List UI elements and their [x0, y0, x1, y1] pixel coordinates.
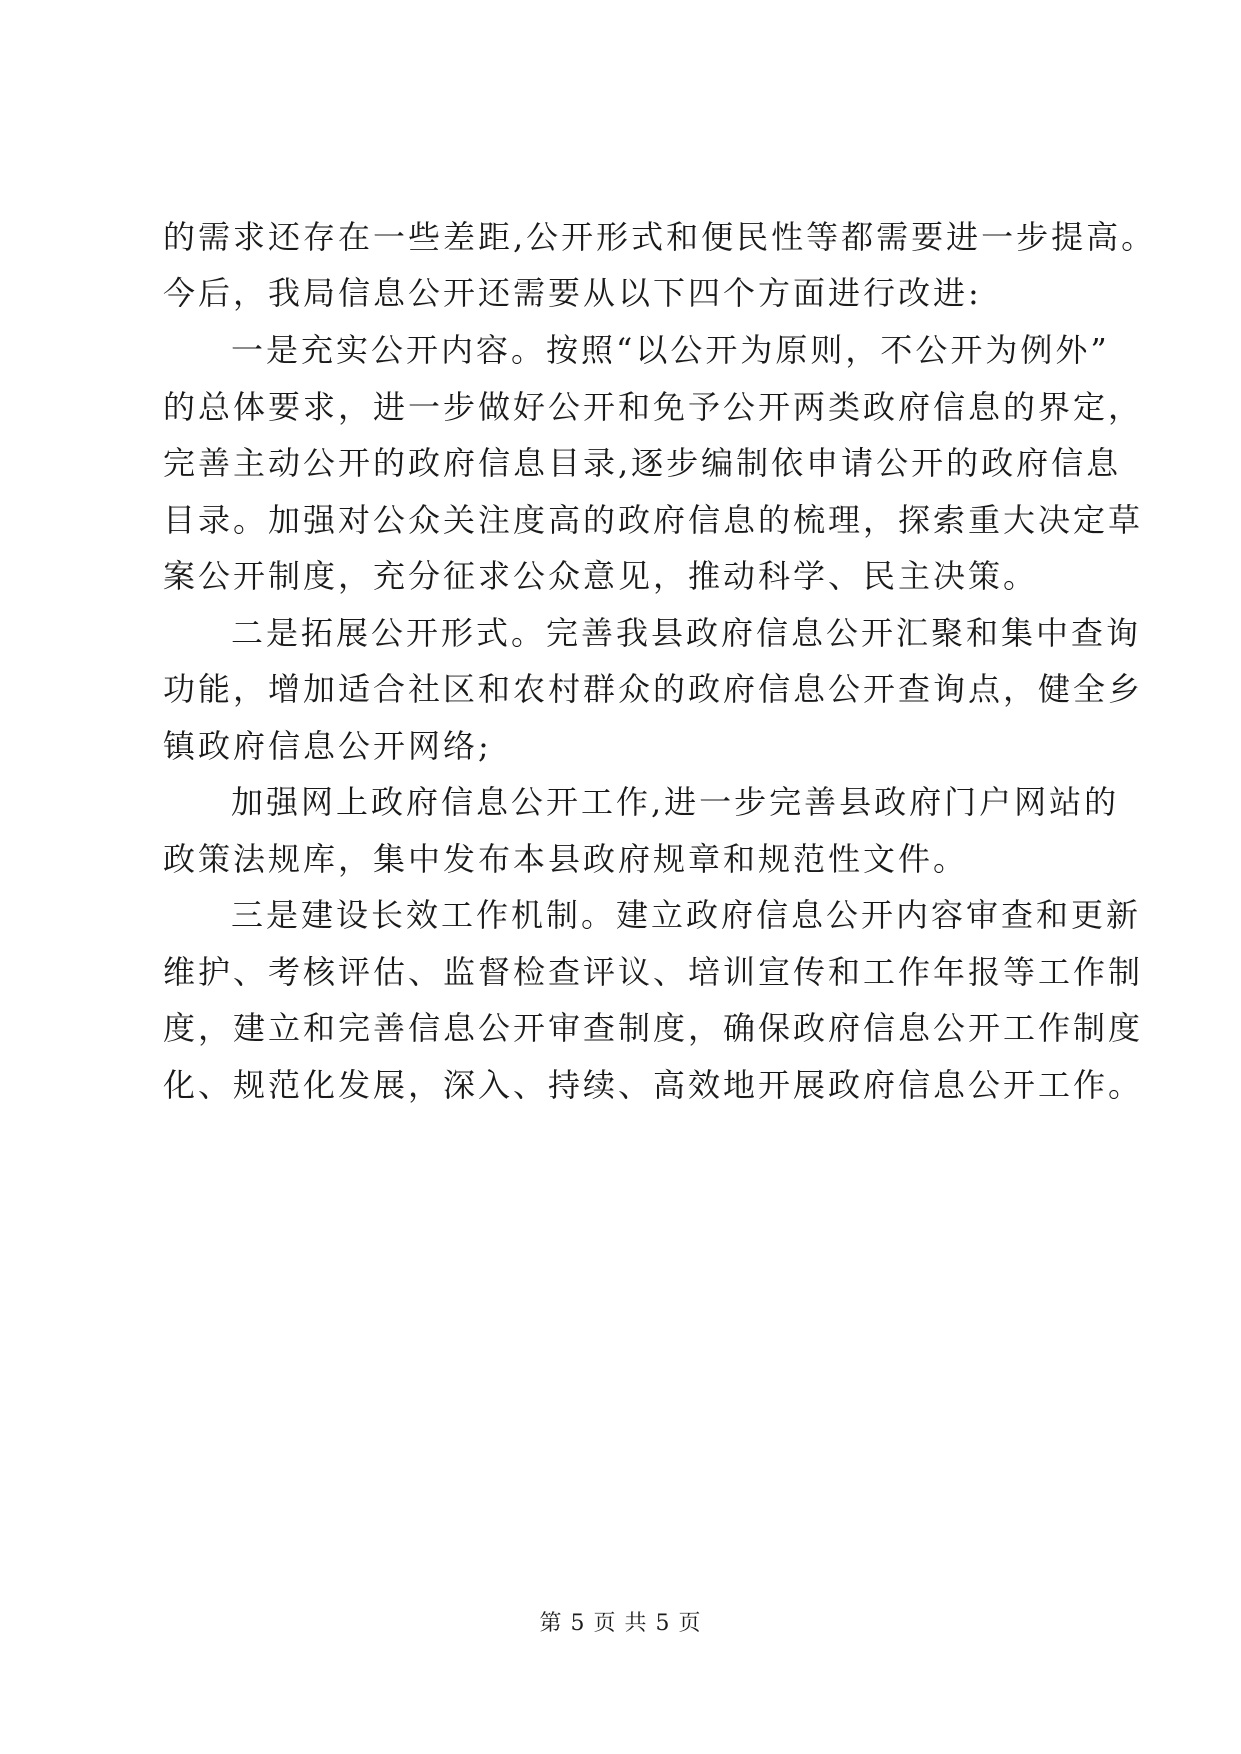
text-line: 加强网上政府信息公开工作,进一步完善县政府门户网站的: [231, 783, 1120, 821]
text-line: 二是拓展公开形式。完善我县政府信息公开汇聚和集中查询: [231, 614, 1142, 652]
text-line: 维护、考核评估、监督检查评议、培训宣传和工作年报等工作制: [163, 953, 1144, 991]
text-line: 镇政府信息公开网络;: [163, 727, 492, 765]
text-line: 三是建设长效工作机制。建立政府信息公开内容审查和更新: [231, 896, 1142, 934]
text-line: 化、规范化发展，深入、持续、高效地开展政府信息公开工作。: [163, 1066, 1144, 1104]
text-line: 今后，我局信息公开还需要从以下四个方面进行改进:: [163, 274, 982, 312]
page-number-footer: 第 5 页 共 5 页: [539, 1611, 702, 1636]
text-line: 政策法规库，集中发布本县政府规章和规范性文件。: [163, 840, 969, 878]
text-line: 的需求还存在一些差距,公开形式和便民性等都需要进一步提高。: [163, 218, 1157, 256]
text-line: 度，建立和完善信息公开审查制度，确保政府信息公开工作制度: [163, 1009, 1144, 1047]
text-line: 案公开制度，充分征求公众意见，推动科学、民主决策。: [163, 557, 1039, 595]
text-line: 目录。加强对公众关注度高的政府信息的梳理，探索重大决定草: [163, 501, 1144, 539]
text-line: 完善主动公开的政府信息目录,逐步编制依申请公开的政府信息: [163, 444, 1122, 482]
text-line: 一是充实公开内容。按照“以公开为原则，不公开为例外”: [231, 331, 1110, 369]
text-line: 的总体要求，进一步做好公开和免予公开两类政府信息的界定，: [163, 388, 1144, 426]
text-line: 功能，增加适合社区和农村群众的政府信息公开查询点，健全乡: [163, 670, 1144, 708]
